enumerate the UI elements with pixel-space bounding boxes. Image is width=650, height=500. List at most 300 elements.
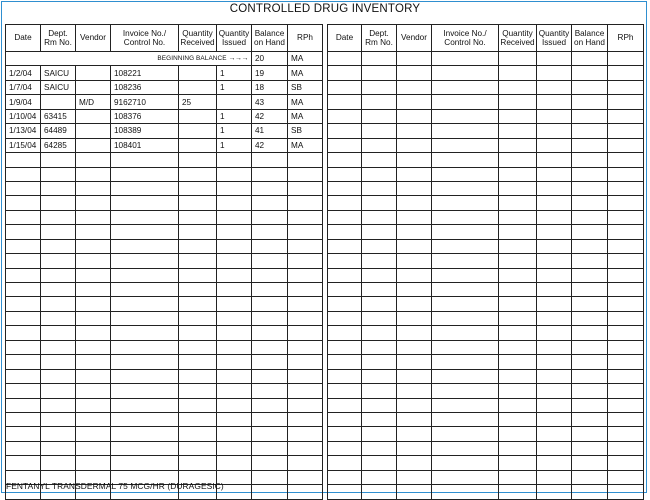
cell-rph bbox=[608, 239, 644, 253]
cell-balance-on-hand bbox=[572, 124, 608, 138]
cell-quantity-received bbox=[179, 297, 217, 311]
cell-balance-on-hand bbox=[252, 326, 288, 340]
cell-dept bbox=[362, 412, 397, 426]
cell-balance-on-hand bbox=[572, 109, 608, 123]
cell-quantity-issued bbox=[217, 297, 252, 311]
cell-quantity-received bbox=[499, 52, 537, 66]
cell-invoice bbox=[432, 268, 499, 282]
table-row bbox=[328, 441, 644, 455]
cell-dept bbox=[362, 355, 397, 369]
cell-vendor bbox=[397, 124, 432, 138]
table-row bbox=[328, 167, 644, 181]
cell-dept bbox=[41, 167, 76, 181]
cell-balance-on-hand bbox=[252, 369, 288, 383]
cell-balance-on-hand bbox=[252, 470, 288, 484]
cell-quantity-issued bbox=[537, 268, 572, 282]
cell-invoice bbox=[432, 398, 499, 412]
cell-date bbox=[328, 384, 362, 398]
cell-quantity-issued bbox=[537, 138, 572, 152]
cell-balance-on-hand: 18 bbox=[252, 80, 288, 94]
cell-invoice bbox=[432, 412, 499, 426]
cell-rph bbox=[288, 311, 323, 325]
cell-vendor bbox=[397, 456, 432, 470]
table-row bbox=[6, 340, 323, 354]
cell-date bbox=[6, 239, 41, 253]
table-row bbox=[6, 124, 323, 138]
cell-balance-on-hand bbox=[252, 254, 288, 268]
cell-invoice bbox=[432, 470, 499, 484]
ledger-right-panel bbox=[327, 24, 644, 500]
cell-invoice bbox=[111, 340, 179, 354]
cell-date bbox=[328, 181, 362, 195]
cell-date bbox=[328, 283, 362, 297]
cell-rph: MA bbox=[288, 66, 323, 80]
cell-rph bbox=[288, 167, 323, 181]
cell-quantity-issued bbox=[217, 384, 252, 398]
cell-rph bbox=[608, 456, 644, 470]
cell-rph bbox=[608, 441, 644, 455]
cell-date bbox=[328, 254, 362, 268]
cell-invoice bbox=[432, 66, 499, 80]
cell-vendor bbox=[397, 283, 432, 297]
cell-rph bbox=[288, 326, 323, 340]
cell-rph bbox=[608, 66, 644, 80]
cell-dept bbox=[362, 66, 397, 80]
cell-vendor bbox=[76, 66, 111, 80]
cell-rph bbox=[608, 210, 644, 224]
cell-quantity-issued bbox=[537, 326, 572, 340]
cell-vendor bbox=[397, 384, 432, 398]
col-invoice: Invoice No./ Control No. bbox=[111, 25, 179, 52]
cell-balance-on-hand bbox=[572, 384, 608, 398]
cell-invoice bbox=[111, 181, 179, 195]
cell-quantity-issued bbox=[537, 412, 572, 426]
cell-rph: MA bbox=[288, 109, 323, 123]
cell-rph bbox=[288, 239, 323, 253]
cell-dept bbox=[41, 384, 76, 398]
cell-rph bbox=[608, 326, 644, 340]
cell-vendor: M/D bbox=[76, 95, 111, 109]
cell-invoice bbox=[432, 254, 499, 268]
cell-dept bbox=[362, 456, 397, 470]
cell-dept bbox=[41, 456, 76, 470]
cell-invoice bbox=[111, 283, 179, 297]
cell-quantity-received bbox=[179, 254, 217, 268]
cell-quantity-issued bbox=[537, 441, 572, 455]
cell-vendor bbox=[397, 95, 432, 109]
cell-dept bbox=[362, 441, 397, 455]
cell-quantity-received bbox=[179, 427, 217, 441]
cell-vendor bbox=[76, 412, 111, 426]
cell-dept bbox=[41, 225, 76, 239]
cell-quantity-issued bbox=[537, 427, 572, 441]
cell-balance-on-hand bbox=[252, 441, 288, 455]
beginning-balance-label: BEGINNING BALANCE →→→ bbox=[6, 52, 252, 66]
cell-balance-on-hand bbox=[252, 210, 288, 224]
table-row bbox=[6, 254, 323, 268]
cell-rph bbox=[608, 369, 644, 383]
cell-dept bbox=[41, 427, 76, 441]
cell-vendor bbox=[76, 80, 111, 94]
cell-quantity-received bbox=[499, 355, 537, 369]
cell-quantity-received bbox=[499, 254, 537, 268]
table-row bbox=[6, 398, 323, 412]
cell-vendor bbox=[76, 311, 111, 325]
cell-dept bbox=[41, 181, 76, 195]
cell-vendor bbox=[397, 470, 432, 484]
cell-rph bbox=[288, 340, 323, 354]
cell-balance-on-hand: 43 bbox=[252, 95, 288, 109]
cell-invoice bbox=[111, 268, 179, 282]
cell-date: 1/15/04 bbox=[6, 138, 41, 152]
cell-balance-on-hand bbox=[572, 52, 608, 66]
cell-rph bbox=[608, 268, 644, 282]
cell-dept bbox=[362, 52, 397, 66]
col-quantity-received: Quantity Received bbox=[179, 25, 217, 52]
cell-date bbox=[328, 412, 362, 426]
cell-dept bbox=[362, 153, 397, 167]
cell-quantity-issued bbox=[217, 254, 252, 268]
cell-quantity-received bbox=[499, 95, 537, 109]
table-row bbox=[328, 268, 644, 282]
cell-vendor bbox=[76, 109, 111, 123]
cell-quantity-received bbox=[499, 181, 537, 195]
cell-quantity-received bbox=[179, 456, 217, 470]
cell-date bbox=[6, 153, 41, 167]
cell-vendor bbox=[76, 427, 111, 441]
table-row bbox=[328, 124, 644, 138]
cell-invoice bbox=[111, 167, 179, 181]
cell-quantity-received bbox=[499, 485, 537, 499]
cell-vendor bbox=[76, 254, 111, 268]
cell-quantity-received bbox=[499, 80, 537, 94]
cell-rph bbox=[608, 124, 644, 138]
cell-rph bbox=[288, 427, 323, 441]
cell-vendor bbox=[397, 239, 432, 253]
cell-invoice bbox=[432, 297, 499, 311]
cell-vendor bbox=[76, 456, 111, 470]
table-row bbox=[6, 80, 323, 94]
cell-date bbox=[328, 340, 362, 354]
cell-invoice: 108236 bbox=[111, 80, 179, 94]
table-row bbox=[328, 153, 644, 167]
cell-dept bbox=[362, 95, 397, 109]
table-row bbox=[6, 456, 323, 470]
cell-quantity-received bbox=[499, 225, 537, 239]
cell-balance-on-hand bbox=[252, 384, 288, 398]
cell-quantity-issued bbox=[217, 427, 252, 441]
cell-balance-on-hand bbox=[572, 485, 608, 499]
cell-rph bbox=[288, 384, 323, 398]
cell-invoice bbox=[432, 326, 499, 340]
cell-vendor bbox=[397, 268, 432, 282]
table-row bbox=[328, 283, 644, 297]
cell-date bbox=[328, 456, 362, 470]
cell-quantity-issued bbox=[537, 239, 572, 253]
cell-rph: MA bbox=[288, 95, 323, 109]
table-row bbox=[328, 196, 644, 210]
drug-name-footer: FENTANYL TRANSDERMAL 75 MCG/HR (DURAGESIC) bbox=[6, 481, 224, 491]
cell-balance-on-hand bbox=[572, 196, 608, 210]
cell-balance-on-hand bbox=[572, 167, 608, 181]
cell-quantity-received bbox=[499, 326, 537, 340]
cell-date bbox=[328, 138, 362, 152]
cell-invoice bbox=[111, 412, 179, 426]
cell-quantity-received: 25 bbox=[179, 95, 217, 109]
cell-invoice bbox=[432, 225, 499, 239]
cell-invoice bbox=[111, 441, 179, 455]
beginning-balance-rph: MA bbox=[288, 52, 323, 66]
cell-dept bbox=[362, 109, 397, 123]
cell-vendor bbox=[76, 268, 111, 282]
table-row bbox=[328, 340, 644, 354]
cell-rph bbox=[608, 109, 644, 123]
cell-invoice bbox=[432, 311, 499, 325]
cell-balance-on-hand bbox=[572, 268, 608, 282]
cell-balance-on-hand bbox=[252, 456, 288, 470]
cell-rph bbox=[608, 225, 644, 239]
cell-quantity-issued bbox=[537, 196, 572, 210]
cell-quantity-received bbox=[499, 441, 537, 455]
cell-balance-on-hand bbox=[252, 427, 288, 441]
cell-date bbox=[328, 297, 362, 311]
cell-balance-on-hand bbox=[572, 80, 608, 94]
col-balance-on-hand: Balance on Hand bbox=[572, 25, 608, 52]
cell-quantity-issued bbox=[217, 340, 252, 354]
cell-invoice bbox=[111, 297, 179, 311]
cell-date bbox=[328, 355, 362, 369]
cell-quantity-issued bbox=[217, 398, 252, 412]
cell-rph bbox=[288, 225, 323, 239]
table-row bbox=[328, 326, 644, 340]
cell-invoice: 108389 bbox=[111, 124, 179, 138]
cell-quantity-received bbox=[499, 268, 537, 282]
cell-quantity-issued bbox=[537, 124, 572, 138]
cell-date bbox=[6, 384, 41, 398]
cell-balance-on-hand bbox=[252, 181, 288, 195]
cell-invoice bbox=[432, 283, 499, 297]
table-row bbox=[6, 412, 323, 426]
table-row bbox=[328, 239, 644, 253]
cell-quantity-received bbox=[499, 311, 537, 325]
cell-dept bbox=[362, 326, 397, 340]
cell-rph bbox=[288, 441, 323, 455]
col-date: Date bbox=[328, 25, 362, 52]
cell-balance-on-hand bbox=[572, 326, 608, 340]
cell-quantity-received bbox=[499, 283, 537, 297]
inventory-table-left bbox=[5, 24, 323, 500]
cell-dept bbox=[362, 181, 397, 195]
col-rph: RPh bbox=[288, 25, 323, 52]
cell-invoice bbox=[432, 485, 499, 499]
cell-date bbox=[6, 427, 41, 441]
cell-date bbox=[328, 80, 362, 94]
cell-quantity-received bbox=[499, 210, 537, 224]
col-vendor: Vendor bbox=[397, 25, 432, 52]
cell-quantity-received bbox=[499, 167, 537, 181]
cell-balance-on-hand bbox=[252, 283, 288, 297]
cell-invoice bbox=[111, 398, 179, 412]
cell-invoice bbox=[432, 427, 499, 441]
table-row bbox=[6, 297, 323, 311]
cell-quantity-issued bbox=[537, 485, 572, 499]
cell-quantity-issued bbox=[537, 283, 572, 297]
cell-vendor bbox=[397, 485, 432, 499]
table-row bbox=[328, 470, 644, 484]
cell-rph bbox=[608, 485, 644, 499]
cell-invoice bbox=[111, 239, 179, 253]
cell-rph bbox=[288, 196, 323, 210]
table-row bbox=[6, 167, 323, 181]
cell-dept bbox=[362, 427, 397, 441]
cell-quantity-issued bbox=[217, 225, 252, 239]
cell-quantity-received bbox=[179, 340, 217, 354]
cell-quantity-received bbox=[179, 355, 217, 369]
cell-balance-on-hand bbox=[572, 66, 608, 80]
cell-invoice: 9162710 bbox=[111, 95, 179, 109]
cell-quantity-received bbox=[179, 441, 217, 455]
cell-vendor bbox=[76, 369, 111, 383]
cell-invoice bbox=[432, 181, 499, 195]
cell-dept bbox=[41, 153, 76, 167]
cell-date bbox=[328, 109, 362, 123]
cell-invoice bbox=[111, 369, 179, 383]
cell-dept: 64489 bbox=[41, 124, 76, 138]
cell-date bbox=[328, 470, 362, 484]
cell-date bbox=[328, 239, 362, 253]
col-balance-on-hand: Balance on Hand bbox=[252, 25, 288, 52]
cell-quantity-received bbox=[179, 268, 217, 282]
table-row bbox=[6, 138, 323, 152]
cell-quantity-issued bbox=[217, 311, 252, 325]
cell-date bbox=[6, 225, 41, 239]
cell-date bbox=[328, 441, 362, 455]
cell-invoice bbox=[432, 167, 499, 181]
cell-vendor bbox=[397, 340, 432, 354]
cell-vendor bbox=[76, 196, 111, 210]
cell-invoice bbox=[432, 369, 499, 383]
cell-vendor bbox=[76, 239, 111, 253]
cell-rph bbox=[608, 254, 644, 268]
cell-rph bbox=[608, 355, 644, 369]
cell-date: 1/7/04 bbox=[6, 80, 41, 94]
table-row bbox=[6, 239, 323, 253]
cell-balance-on-hand bbox=[572, 153, 608, 167]
cell-vendor bbox=[397, 52, 432, 66]
cell-balance-on-hand bbox=[252, 297, 288, 311]
table-row bbox=[6, 326, 323, 340]
table-row bbox=[6, 355, 323, 369]
cell-quantity-issued bbox=[537, 66, 572, 80]
cell-quantity-issued: 1 bbox=[217, 66, 252, 80]
cell-balance-on-hand: 19 bbox=[252, 66, 288, 80]
table-row bbox=[328, 66, 644, 80]
cell-vendor bbox=[76, 210, 111, 224]
cell-dept bbox=[362, 311, 397, 325]
cell-invoice bbox=[111, 254, 179, 268]
cell-invoice bbox=[432, 124, 499, 138]
cell-vendor bbox=[397, 297, 432, 311]
cell-vendor bbox=[76, 138, 111, 152]
cell-balance-on-hand: 42 bbox=[252, 138, 288, 152]
cell-balance-on-hand bbox=[252, 225, 288, 239]
cell-date bbox=[6, 412, 41, 426]
cell-invoice bbox=[111, 153, 179, 167]
cell-quantity-issued bbox=[217, 181, 252, 195]
cell-quantity-issued bbox=[217, 441, 252, 455]
cell-balance-on-hand bbox=[572, 95, 608, 109]
cell-date: 1/9/04 bbox=[6, 95, 41, 109]
cell-balance-on-hand bbox=[572, 470, 608, 484]
cell-dept bbox=[362, 384, 397, 398]
table-row bbox=[328, 80, 644, 94]
cell-quantity-received bbox=[499, 340, 537, 354]
ledger-left-panel bbox=[5, 24, 323, 500]
cell-invoice bbox=[432, 138, 499, 152]
cell-balance-on-hand bbox=[572, 138, 608, 152]
cell-quantity-issued: 1 bbox=[217, 138, 252, 152]
cell-quantity-issued bbox=[217, 283, 252, 297]
table-row bbox=[6, 95, 323, 109]
cell-quantity-issued bbox=[217, 153, 252, 167]
header-row bbox=[6, 25, 323, 52]
cell-vendor bbox=[397, 210, 432, 224]
cell-dept bbox=[41, 398, 76, 412]
table-row bbox=[6, 311, 323, 325]
cell-quantity-issued bbox=[217, 210, 252, 224]
cell-quantity-issued bbox=[217, 456, 252, 470]
cell-dept: 64285 bbox=[41, 138, 76, 152]
cell-dept bbox=[41, 340, 76, 354]
table-row bbox=[6, 369, 323, 383]
cell-quantity-received bbox=[179, 283, 217, 297]
cell-date bbox=[328, 153, 362, 167]
page-title: CONTROLLED DRUG INVENTORY bbox=[229, 3, 421, 15]
cell-quantity-issued bbox=[537, 109, 572, 123]
cell-quantity-issued bbox=[537, 153, 572, 167]
table-row bbox=[328, 254, 644, 268]
cell-rph bbox=[288, 369, 323, 383]
cell-dept bbox=[41, 254, 76, 268]
cell-dept bbox=[41, 297, 76, 311]
cell-vendor bbox=[76, 297, 111, 311]
cell-vendor bbox=[397, 412, 432, 426]
cell-quantity-issued bbox=[537, 470, 572, 484]
cell-quantity-issued bbox=[217, 412, 252, 426]
cell-invoice bbox=[111, 427, 179, 441]
cell-balance-on-hand bbox=[572, 369, 608, 383]
cell-quantity-issued bbox=[217, 239, 252, 253]
col-quantity-issued: Quantity Issued bbox=[217, 25, 252, 52]
table-row bbox=[328, 95, 644, 109]
cell-balance-on-hand bbox=[572, 181, 608, 195]
cell-balance-on-hand bbox=[572, 441, 608, 455]
cell-quantity-received bbox=[499, 138, 537, 152]
cell-quantity-received bbox=[499, 398, 537, 412]
cell-date bbox=[6, 181, 41, 195]
cell-quantity-issued bbox=[537, 340, 572, 354]
cell-date bbox=[328, 124, 362, 138]
cell-rph bbox=[608, 95, 644, 109]
cell-invoice: 108221 bbox=[111, 66, 179, 80]
cell-quantity-issued bbox=[537, 355, 572, 369]
cell-invoice bbox=[432, 196, 499, 210]
cell-rph bbox=[608, 153, 644, 167]
cell-balance-on-hand bbox=[572, 239, 608, 253]
cell-rph bbox=[288, 456, 323, 470]
cell-rph bbox=[288, 268, 323, 282]
cell-vendor bbox=[397, 427, 432, 441]
